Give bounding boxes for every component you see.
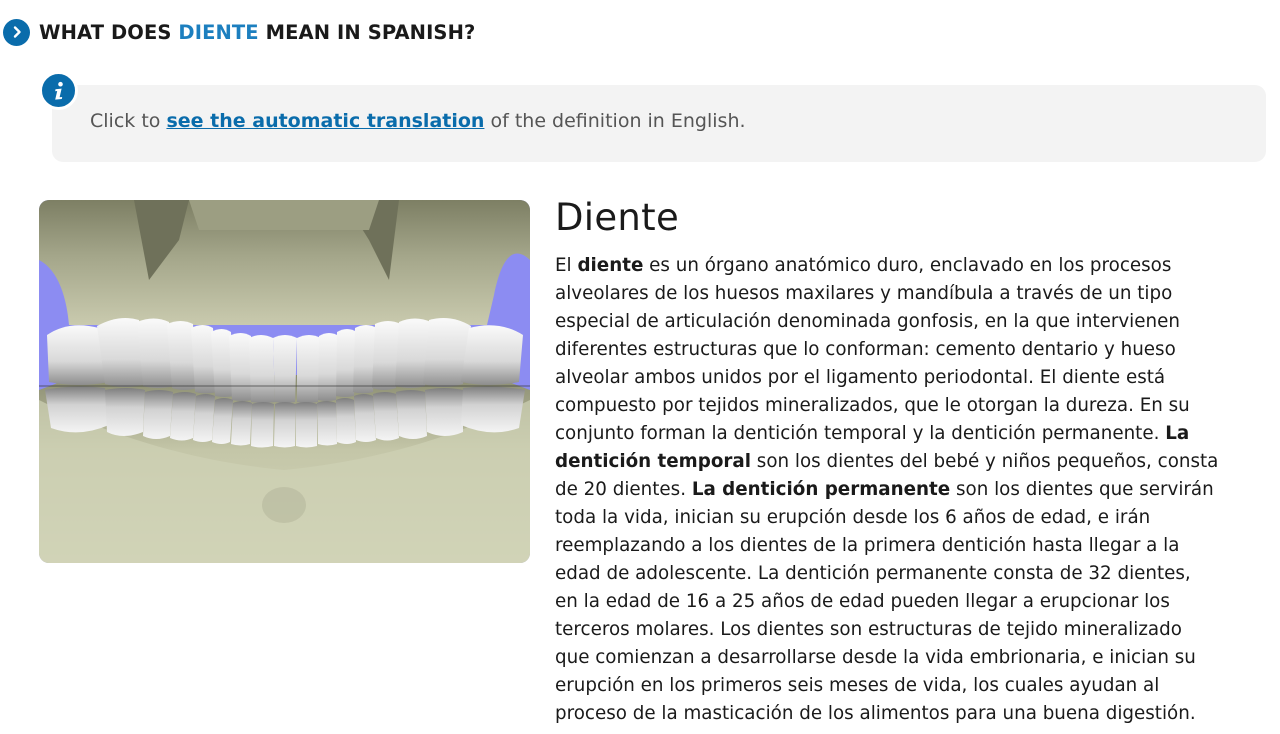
definition-line	[555, 308, 1255, 336]
definition-line	[555, 616, 1255, 644]
definition-segment: son los dientes que servirán	[950, 479, 1214, 500]
definition-segment: especial de articulación denominada gonfosis, en la que intervienen	[555, 311, 1180, 332]
definition-segment: son los dientes del bebé y niños pequeños, consta	[751, 451, 1219, 472]
section-title	[39, 21, 475, 44]
definition-line	[555, 644, 1255, 672]
definition-text	[555, 252, 1255, 728]
notice-prefix: Click to	[90, 110, 167, 132]
definition-title: Diente	[555, 196, 680, 239]
definition-segment: proceso de la masticación de los alimentos para una buena digestión.	[555, 703, 1196, 724]
definition-line	[555, 392, 1255, 420]
definition-segment: El	[555, 255, 578, 276]
definition-segment: edad de adolescente. La dentición permanente consta de 32 dientes,	[555, 563, 1191, 584]
definition-line	[555, 504, 1255, 532]
definition-segment: terceros molares. Los dientes son estructuras de tejido mineralizado	[555, 619, 1182, 640]
definition-term: La	[1165, 423, 1190, 444]
definition-segment: que comienzan a desarrollarse desde la vida embrionaria, e inician su	[555, 647, 1196, 668]
definition-segment: de 20 dientes.	[555, 479, 692, 500]
definition-line	[555, 672, 1255, 700]
definition-line	[555, 532, 1255, 560]
definition-segment: erupción en los primeros seis meses de vida, los cuales ayudan al	[555, 675, 1160, 696]
definition-line	[555, 364, 1255, 392]
definition-line	[555, 700, 1255, 728]
definition-line	[555, 252, 1255, 280]
definition-segment: diferentes estructuras que lo conforman: cemento dentario y hueso	[555, 339, 1176, 360]
chevron-right-icon[interactable]	[3, 19, 30, 46]
definition-segment: alveolares de los huesos maxilares y mandíbula a través de un tipo	[555, 283, 1173, 304]
definition-segment: compuesto por tejidos mineralizados, que le otorgan la dureza. En su	[555, 395, 1190, 416]
info-icon	[39, 71, 78, 110]
definition-line	[555, 336, 1255, 364]
definition-line	[555, 280, 1255, 308]
heading-suffix: MEAN IN SPANISH?	[258, 20, 476, 44]
notice-suffix: of the definition in English.	[484, 110, 746, 132]
definition-line	[555, 560, 1255, 588]
section-heading[interactable]	[3, 17, 475, 47]
definition-line	[555, 476, 1255, 504]
definition-line	[555, 448, 1255, 476]
definition-line	[555, 588, 1255, 616]
definition-segment: reemplazando a los dientes de la primera dentición hasta llegar a la	[555, 535, 1180, 556]
definition-term: La dentición permanente	[691, 479, 951, 500]
definition-segment: es un órgano anatómico duro, enclavado en los procesos	[643, 255, 1172, 276]
definition-segment: conjunto forman la dentición temporal y la dentición permanente.	[555, 423, 1166, 444]
definition-line	[555, 420, 1255, 448]
definition-segment: toda la vida, inician su erupción desde los 6 años de edad, e irán	[555, 507, 1151, 528]
definition-term: dentición temporal	[555, 451, 751, 472]
automatic-translation-link[interactable]: see the automatic translation	[166, 110, 485, 132]
heading-prefix: WHAT DOES	[39, 20, 179, 44]
definition-segment: alveolar ambos unidos por el ligamento periodontal. El diente está	[555, 367, 1166, 388]
teeth-illustration	[39, 200, 530, 563]
definition-segment: en la edad de 16 a 25 años de edad pueden llegar a erupcionar los	[555, 591, 1170, 612]
heading-keyword: DIENTE	[178, 20, 259, 44]
translation-notice-text	[90, 110, 746, 132]
definition-term: diente	[577, 255, 644, 276]
